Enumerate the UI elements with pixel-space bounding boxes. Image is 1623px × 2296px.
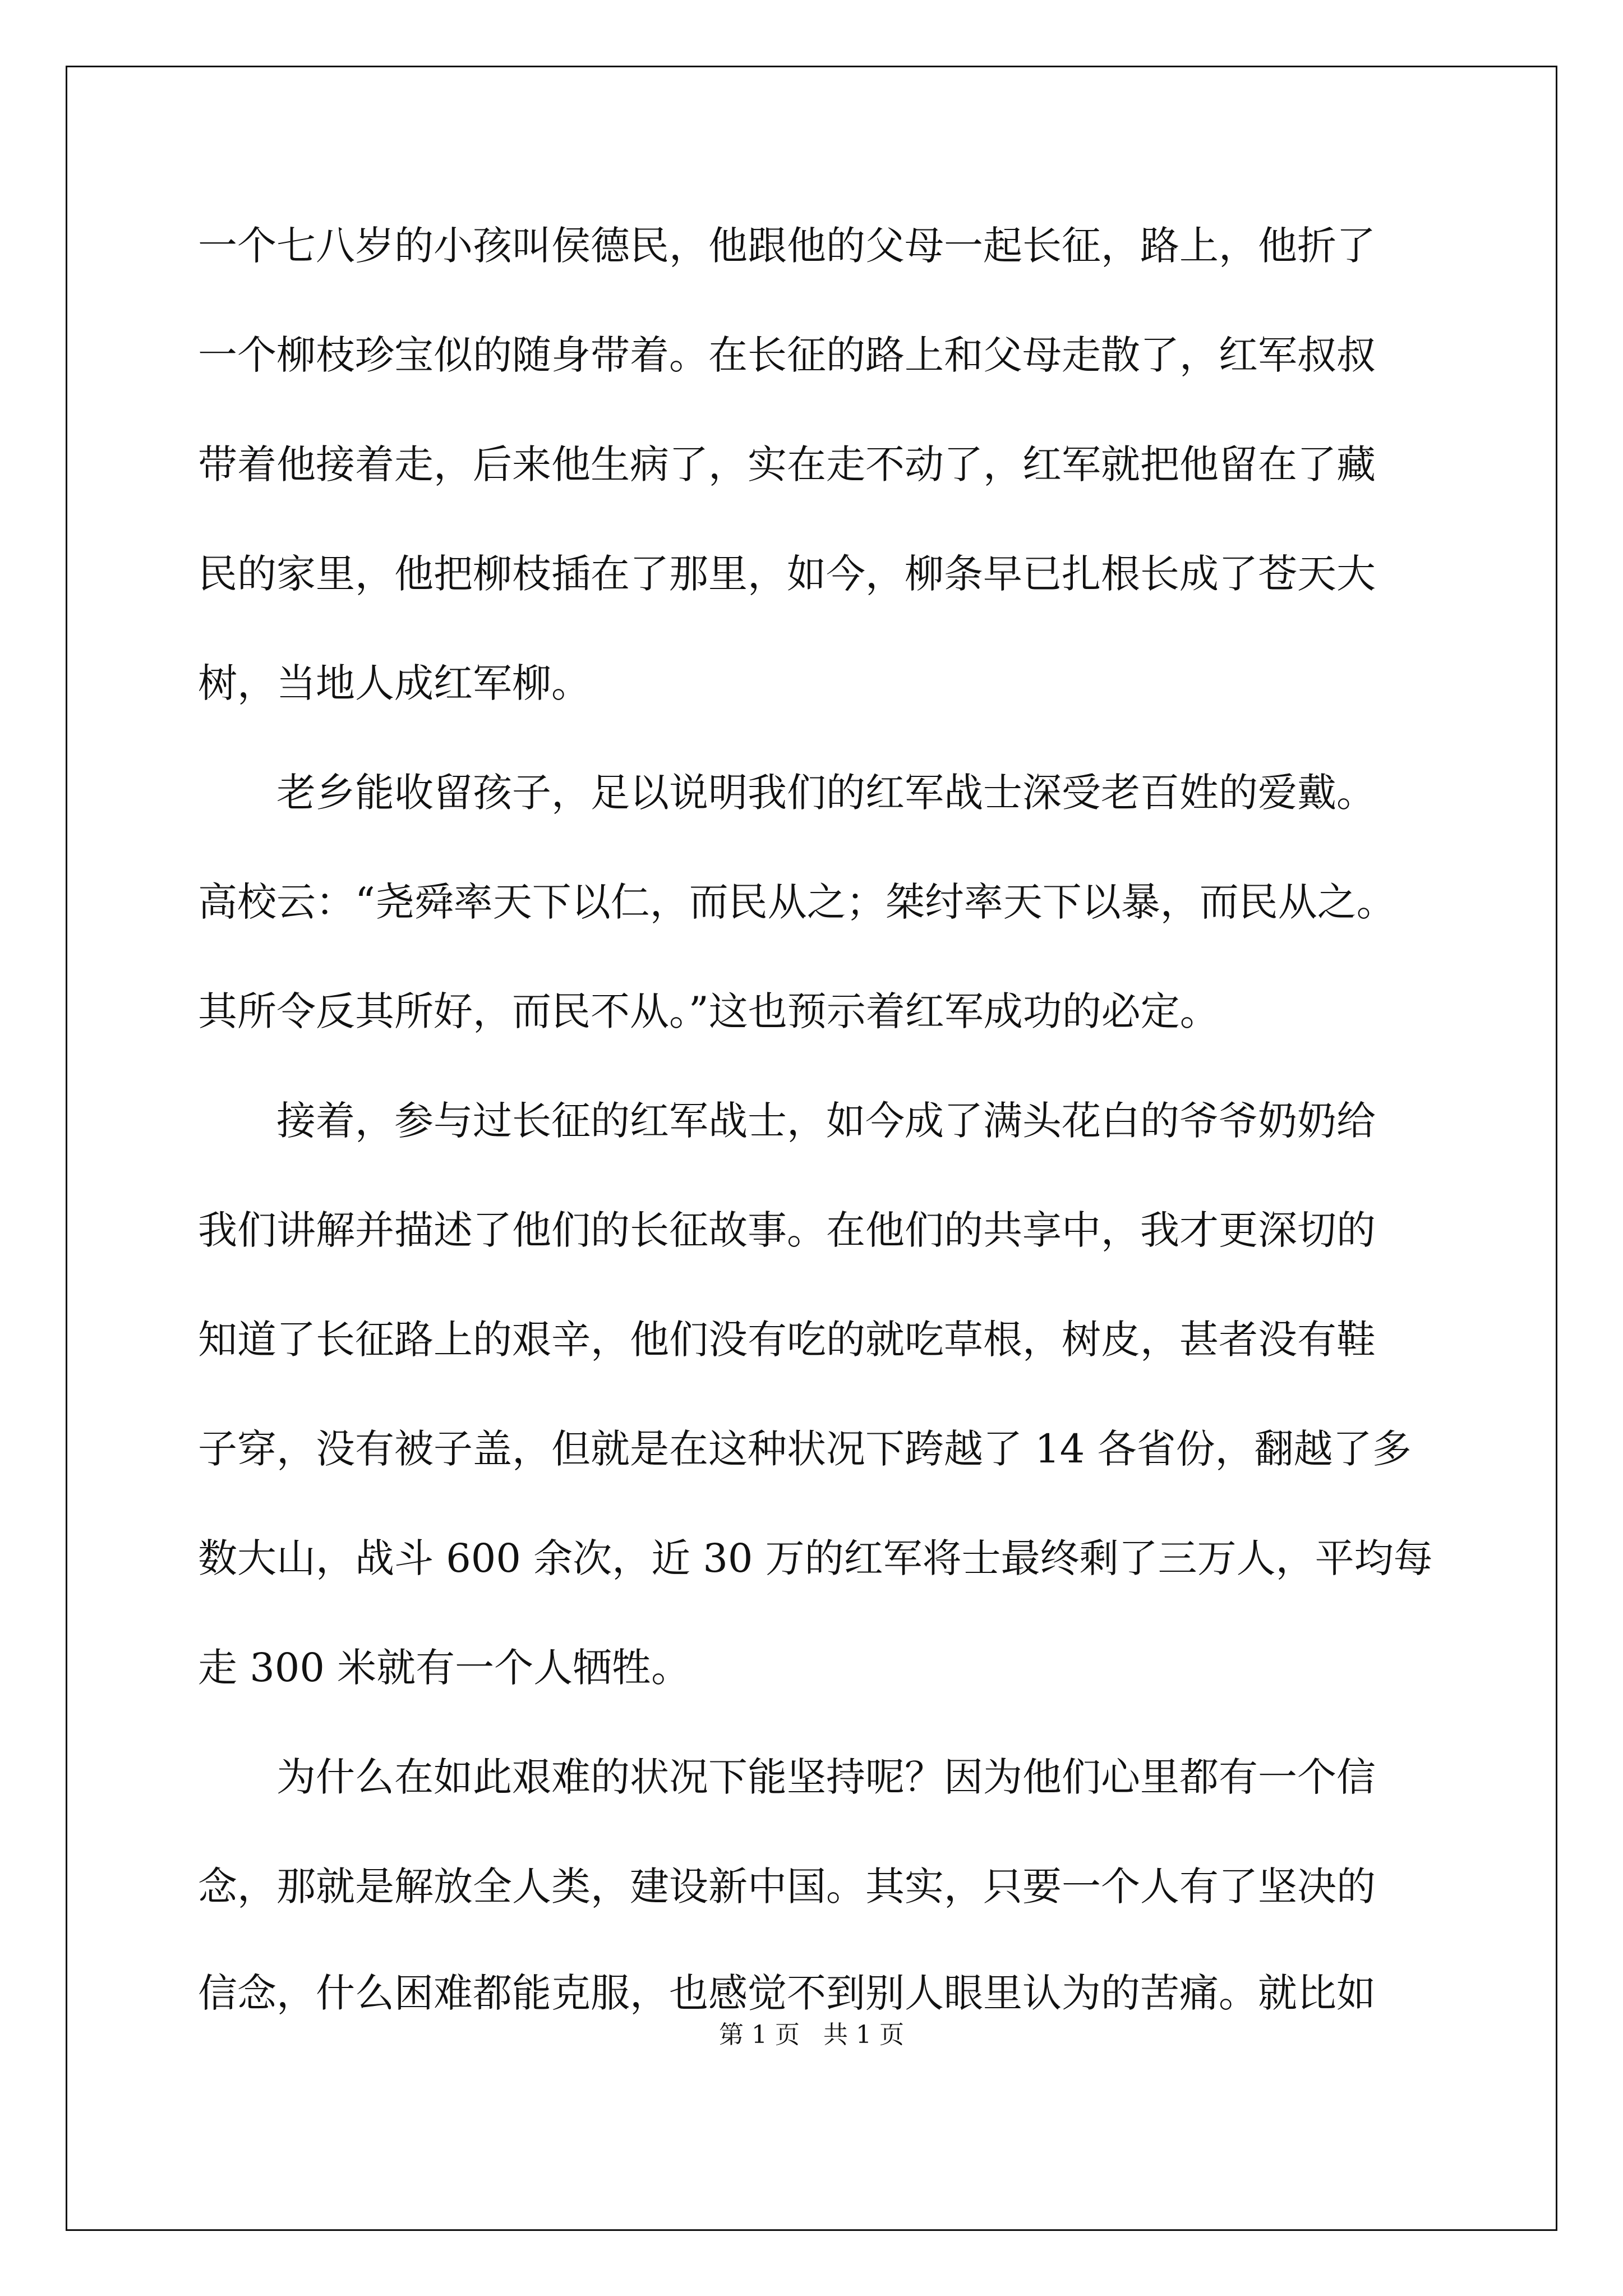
- text-line: 高校云：“尧舜率天下以仁，而民从之；桀纣率天下以暴，而民从之。: [198, 879, 1396, 925]
- text-line: 一个柳枝珍宝似的随身带着。在长征的路上和父母走散了，红军叔叔: [198, 332, 1376, 378]
- text-line: 念，那就是解放全人类，建设新中国。其实，只要一个人有了坚决的: [198, 1864, 1376, 1910]
- text-line: 我们讲解并描述了他们的长征故事。在他们的共享中，我才更深切的: [198, 1207, 1376, 1253]
- text-line: 知道了长征路上的艰辛，他们没有吃的就吃草根，树皮，甚者没有鞋: [198, 1317, 1376, 1363]
- text-line: 子穿，没有被子盖，但就是在这种状况下跨越了 14 各省份，翻越了多: [198, 1426, 1412, 1472]
- text-line: 一个七八岁的小孩叫侯德民，他跟他的父母一起长征，路上，他折了: [198, 223, 1376, 269]
- text-line: 老乡能收留孩子，足以说明我们的红军战士深受老百姓的爱戴。: [198, 770, 1376, 816]
- text-line: 数大山，战斗 600 余次，近 30 万的红军将士最终剩了三万人，平均每: [198, 1535, 1433, 1581]
- page-footer: 第 1 页 共 1 页: [719, 2021, 904, 2049]
- text-line: 接着，参与过长征的红军战士，如今成了满头花白的爷爷奶奶给: [198, 1098, 1376, 1144]
- text-line: 信念，什么困难都能克服，也感觉不到别人眼里认为的苦痛。就比如: [198, 1970, 1376, 2016]
- text-line: 树，当地人成红军柳。: [198, 660, 591, 706]
- text-line: 为什么在如此艰难的状况下能坚持呢？因为他们心里都有一个信: [198, 1754, 1376, 1800]
- text-line: 民的家里，他把柳枝插在了那里，如今，柳条早已扎根长成了苍天大: [198, 551, 1376, 597]
- text-line: 带着他接着走，后来他生病了，实在走不动了，红军就把他留在了藏: [198, 441, 1376, 487]
- text-line: 其所令反其所好，而民不从。”这也预示着红军成功的必定。: [198, 988, 1219, 1034]
- text-line: 走 300 米就有一个人牺牲。: [198, 1645, 691, 1691]
